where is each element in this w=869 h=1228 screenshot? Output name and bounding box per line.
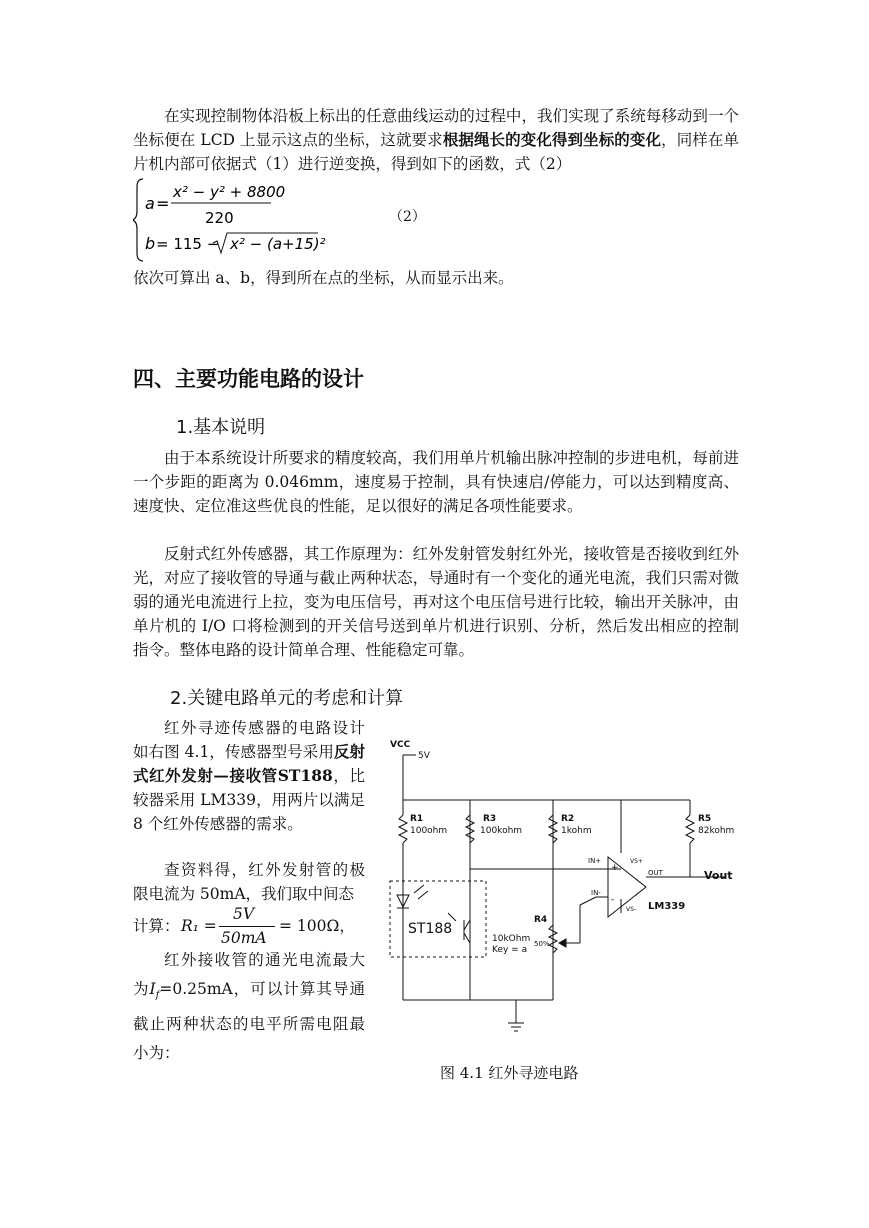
subsection-heading-2: 2.关键电路单元的考虑和计算 <box>170 688 404 709</box>
calc-numerator: 5V <box>233 905 255 923</box>
label-st188: ST188 <box>408 921 453 937</box>
calc-prefix: 计算： <box>133 917 180 935</box>
paragraph-sensor: 反射式红外传感器，其工作原理为：红外发射管发射红外光，接收管是否接收到红外光，对应了接收管的导通与截止两种状态，导通时有一个变化的通光电流，我们只需对微弱的通光电流进行上拉，变为电压信号，再对这个电压信号进行比较，输出开关脉冲，由单片机的 I/O 口将检测到的开关信号送到单片机进行识别、分析，然后发出相应的控制指令。整体电路的设计简单合理、性能稳定可靠。 <box>133 545 739 659</box>
eq-b-radicand: x² − (a+15)² <box>230 235 326 253</box>
col3-symbol: I <box>149 980 156 998</box>
section-heading: 四、主要功能电路的设计 <box>133 367 364 391</box>
col3-text: 红外接收管的通光电流最大为 <box>133 951 365 998</box>
col1-bold: 反射式红外发射—接收管ST188 <box>133 742 365 785</box>
subsection-heading-1: 1.基本说明 <box>176 417 266 438</box>
col3-subscript: f <box>155 990 160 1002</box>
label-r1-value: 100ohm <box>410 826 448 836</box>
paragraph-emitter-current: 查资料得，红外发射管的极限电流为 50mA，我们取中间态 <box>133 861 365 903</box>
label-r4-key: Key = a <box>492 945 528 955</box>
label-r3-value: 100kohm <box>480 826 523 836</box>
eq-b-rhs: = 115 − <box>156 235 220 253</box>
label-r2-value: 1kohm <box>561 826 592 836</box>
label-r3: R3 <box>483 814 497 824</box>
label-op-minus: - <box>611 895 615 905</box>
calc-r1 <box>133 902 365 946</box>
label-r4-percent: 50% <box>534 940 550 948</box>
label-vs-plus: VS+ <box>630 858 643 865</box>
paragraph-basic: 由于本系统设计所要求的精度较高，我们用单片机输出脉冲控制的步进电机，每前进一个步距的距离为 0.046mm，速度易于控制，具有快速启/停能力，可以达到精度高、速度快、定位准这些优良的性能，足以很好的满足各项性能要求。 <box>133 449 739 515</box>
label-out: OUT <box>648 869 663 877</box>
para1-text-end: ，同样在单片机内部可依据式（1）进行逆变换，得到如下的函数，式（2） <box>133 131 739 173</box>
paragraph-circuit-design <box>133 716 365 836</box>
label-r2: R2 <box>561 814 575 824</box>
label-in-minus: IN- <box>591 889 601 897</box>
label-op-plus: + <box>611 863 619 873</box>
paragraph-result: 依次可算出 a、b，得到所在点的坐标，从而显示出来。 <box>133 269 514 287</box>
paragraph-intro <box>133 104 739 176</box>
label-vs-minus: VS- <box>626 906 637 913</box>
col1-text-end: ，比较器采用 LM339，用两片以满足 8 个红外传感器的需求。 <box>133 767 365 833</box>
label-r1: R1 <box>410 814 424 824</box>
figure-caption: 图 4.1 红外寻迹电路 <box>440 1064 579 1082</box>
label-r5: R5 <box>698 814 712 824</box>
calc-rhs: = 100Ω， <box>279 917 355 935</box>
label-in-plus: IN+ <box>588 857 602 865</box>
eq-a-denominator: 220 <box>205 209 234 227</box>
eq-a-numerator: x² − y² + 8800 <box>173 183 286 201</box>
eq-b-lhs: b <box>145 234 156 253</box>
equation-number: （2） <box>389 209 426 225</box>
eq-a-lhs: a <box>145 194 155 213</box>
label-r4-value: 10kOhm <box>492 934 531 944</box>
para1-text: 在实现控制物体沿板上标出的任意曲线运动的过程中，我们实现了系统每移动到一个坐标便在 LCD 上显示这点的坐标，这就要求 <box>133 107 739 149</box>
paragraph-receiver-current <box>133 946 365 1068</box>
label-r5-value: 82kohm <box>698 826 735 836</box>
calc-lhs: R₁ = <box>181 917 217 935</box>
col1-text: 红外寻迹传感器的电路设计如右图 4.1，传感器型号采用 <box>133 719 365 761</box>
circuit-diagram <box>388 735 738 1045</box>
label-vcc: VCC <box>390 740 411 750</box>
equation-2 <box>133 175 433 265</box>
label-r4: R4 <box>534 915 548 925</box>
label-lm339: LM339 <box>648 901 686 912</box>
calc-denominator: 50mA <box>221 929 267 947</box>
label-5v: 5V <box>418 751 430 761</box>
label-vout: Vout <box>704 869 733 882</box>
col3-text-end: =0.25mA，可以计算其导通截止两种状态的电平所需电阻最小为： <box>133 980 365 1063</box>
svg-text:=: = <box>156 194 170 213</box>
para1-bold: 根据绳长的变化得到坐标的变化 <box>442 130 662 149</box>
